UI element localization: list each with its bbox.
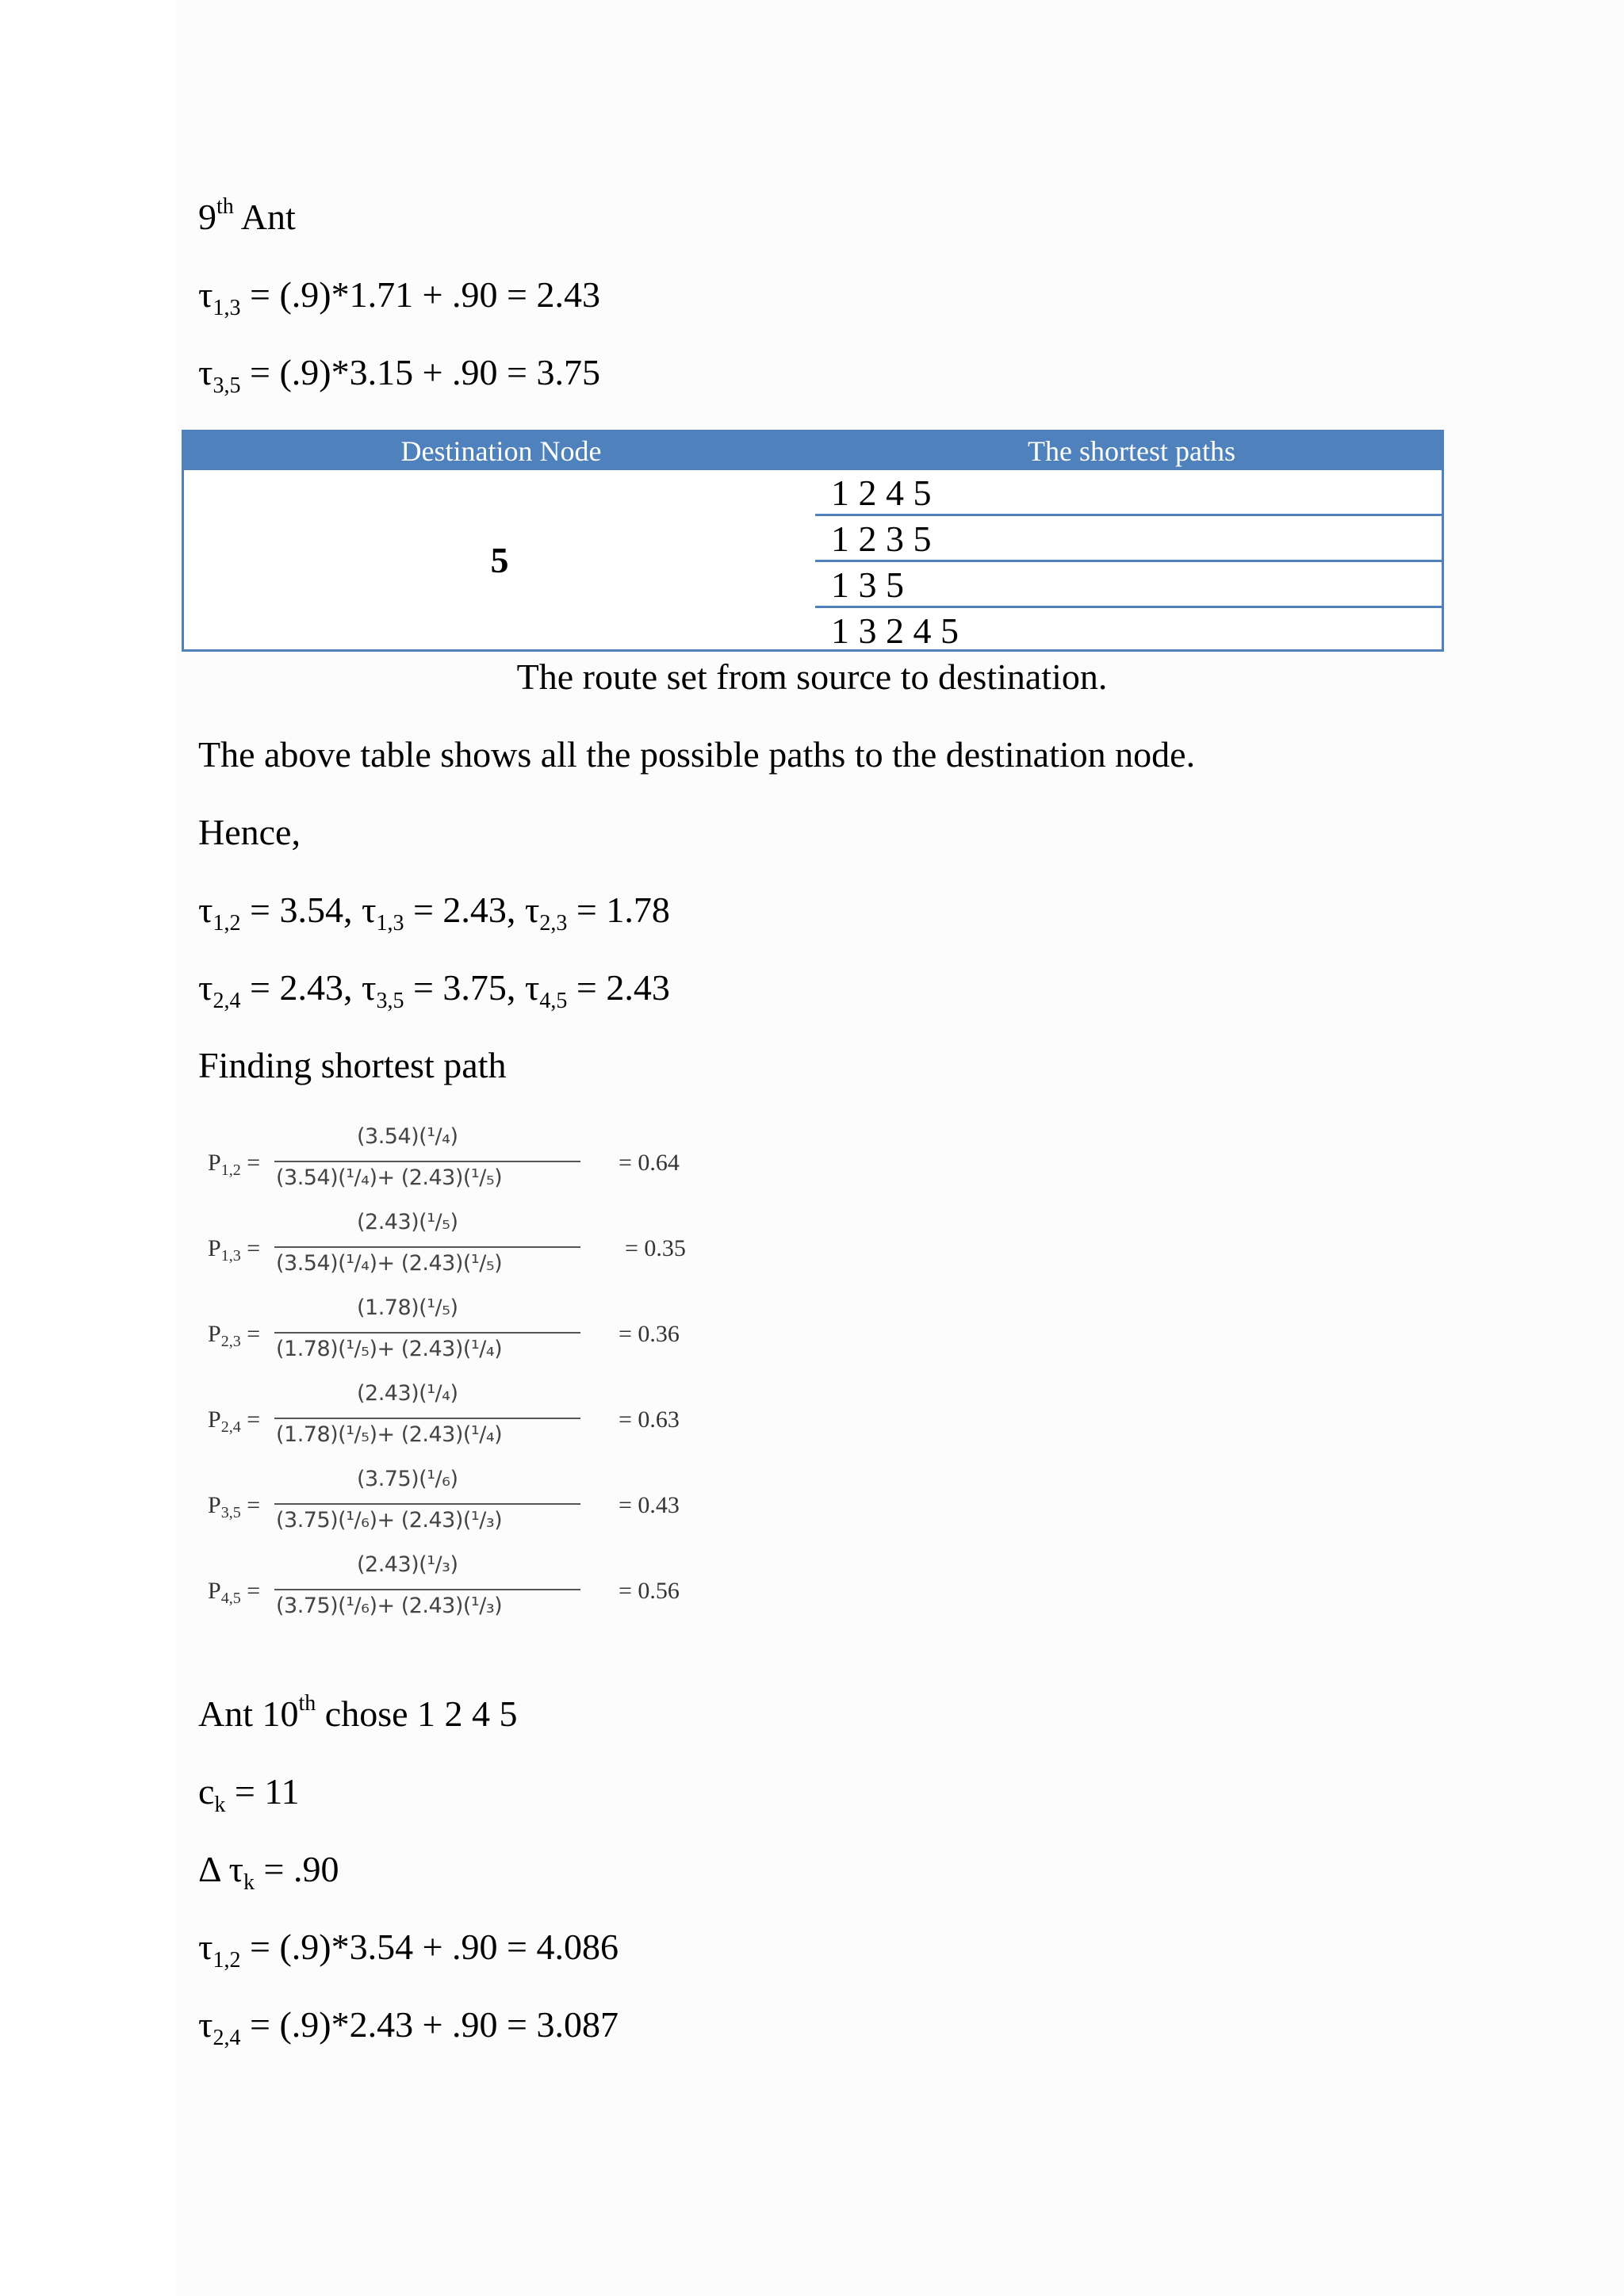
- delta-tau-line: Δ $\tau_k = .90$: [198, 1849, 339, 1895]
- probability-formulas: [198, 1118, 706, 1633]
- fraction-bar: [274, 1161, 580, 1162]
- ant10-line: Ant 10th chose 1 2 4 5: [198, 1691, 518, 1734]
- formula-p12: [198, 1118, 706, 1203]
- header-destination-node: Destination Node: [400, 435, 602, 467]
- ant9-heading: 9th Ant: [198, 194, 296, 237]
- formula-result: = 0.63: [619, 1406, 680, 1433]
- tau-1-3-update: $\tau_{1,3} = (.9)*1.71 + .90 = 2.43$: [198, 274, 600, 320]
- formula-numerator: (3.75)(¹/₆): [357, 1467, 458, 1491]
- fraction-bar: [274, 1589, 580, 1590]
- path-row: 1 3 2 4 5: [831, 610, 959, 651]
- formula-label: $P_{4,5}$ =: [208, 1578, 261, 1607]
- fraction-bar: [274, 1332, 580, 1334]
- formula-result: = 0.35: [625, 1235, 686, 1261]
- formula-result: = 0.36: [619, 1321, 680, 1347]
- formula-denominator: (1.78)(¹/₅)+ (2.43)(¹/₄): [276, 1422, 503, 1447]
- formula-numerator: (2.43)(¹/₃): [357, 1552, 458, 1577]
- formula-numerator: (2.43)(¹/₄): [357, 1381, 458, 1406]
- tau-summary-line-1: $\tau_{1,2} = 3.54$, $\tau_{1,3} = 2.43$, $\tau_{2,3} = 1.78$: [198, 890, 670, 936]
- hence-text: Hence,: [198, 812, 301, 852]
- fraction-bar: [274, 1503, 580, 1505]
- formula-label: $P_{1,2}$ =: [208, 1150, 261, 1179]
- formula-result: = 0.64: [619, 1150, 680, 1176]
- tau-summary-line-2: $\tau_{2,4} = 2.43$, $\tau_{3,5} = 3.75$, $\tau_{4,5} = 2.43$: [198, 967, 670, 1013]
- path-row: 1 2 4 5: [815, 470, 1442, 516]
- formula-denominator: (3.75)(¹/₆)+ (2.43)(¹/₃): [276, 1594, 503, 1618]
- formula-denominator: (1.78)(¹/₅)+ (2.43)(¹/₄): [276, 1337, 503, 1361]
- formula-label: $P_{2,4}$ =: [208, 1406, 261, 1436]
- formula-denominator: (3.75)(¹/₆)+ (2.43)(¹/₃): [276, 1508, 503, 1533]
- tau-2-4-update: $\tau_{2,4} = (.9)*2.43 + .90 = 3.087$: [198, 2004, 619, 2050]
- route-table: [182, 430, 1444, 652]
- tau-3-5-update: $\tau_{3,5} = (.9)*3.15 + .90 = 3.75$: [198, 352, 600, 398]
- destination-cell: 5: [490, 539, 509, 580]
- formula-label: $P_{2,3}$ =: [208, 1321, 261, 1350]
- paragraph: The above table shows all the possible paths to the destination node.: [198, 734, 1196, 775]
- fraction-bar: [274, 1418, 580, 1419]
- formula-p35: [198, 1460, 706, 1546]
- formula-numerator: (2.43)(¹/₅): [357, 1210, 458, 1234]
- formula-p24: [198, 1375, 706, 1460]
- formula-p13: [198, 1203, 706, 1289]
- table-header: [184, 432, 1442, 470]
- header-shortest-paths: The shortest paths: [1028, 435, 1235, 467]
- formula-p45: [198, 1546, 706, 1632]
- formula-label: $P_{1,3}$ =: [208, 1235, 261, 1265]
- path-row: 1 3 5: [815, 562, 1442, 608]
- finding-shortest-path: Finding shortest path: [198, 1045, 507, 1085]
- formula-result: = 0.43: [619, 1492, 680, 1518]
- fraction-bar: [274, 1246, 580, 1248]
- formula-denominator: (3.54)(¹/₄)+ (2.43)(¹/₅): [276, 1251, 503, 1276]
- formula-label: $P_{3,5}$ =: [208, 1492, 261, 1521]
- formula-result: = 0.56: [619, 1578, 680, 1604]
- ck-line: $c_k = 11$: [198, 1771, 300, 1817]
- path-row: 1 2 3 5: [815, 516, 1442, 562]
- formula-p23: [198, 1289, 706, 1375]
- formula-denominator: (3.54)(¹/₄)+ (2.43)(¹/₅): [276, 1165, 503, 1190]
- table-caption: The route set from source to destination.: [516, 656, 1108, 697]
- tau-1-2-update: $\tau_{1,2} = (.9)*3.54 + .90 = 4.086$: [198, 1927, 619, 1973]
- formula-numerator: (3.54)(¹/₄): [357, 1124, 458, 1149]
- formula-numerator: (1.78)(¹/₅): [357, 1295, 458, 1320]
